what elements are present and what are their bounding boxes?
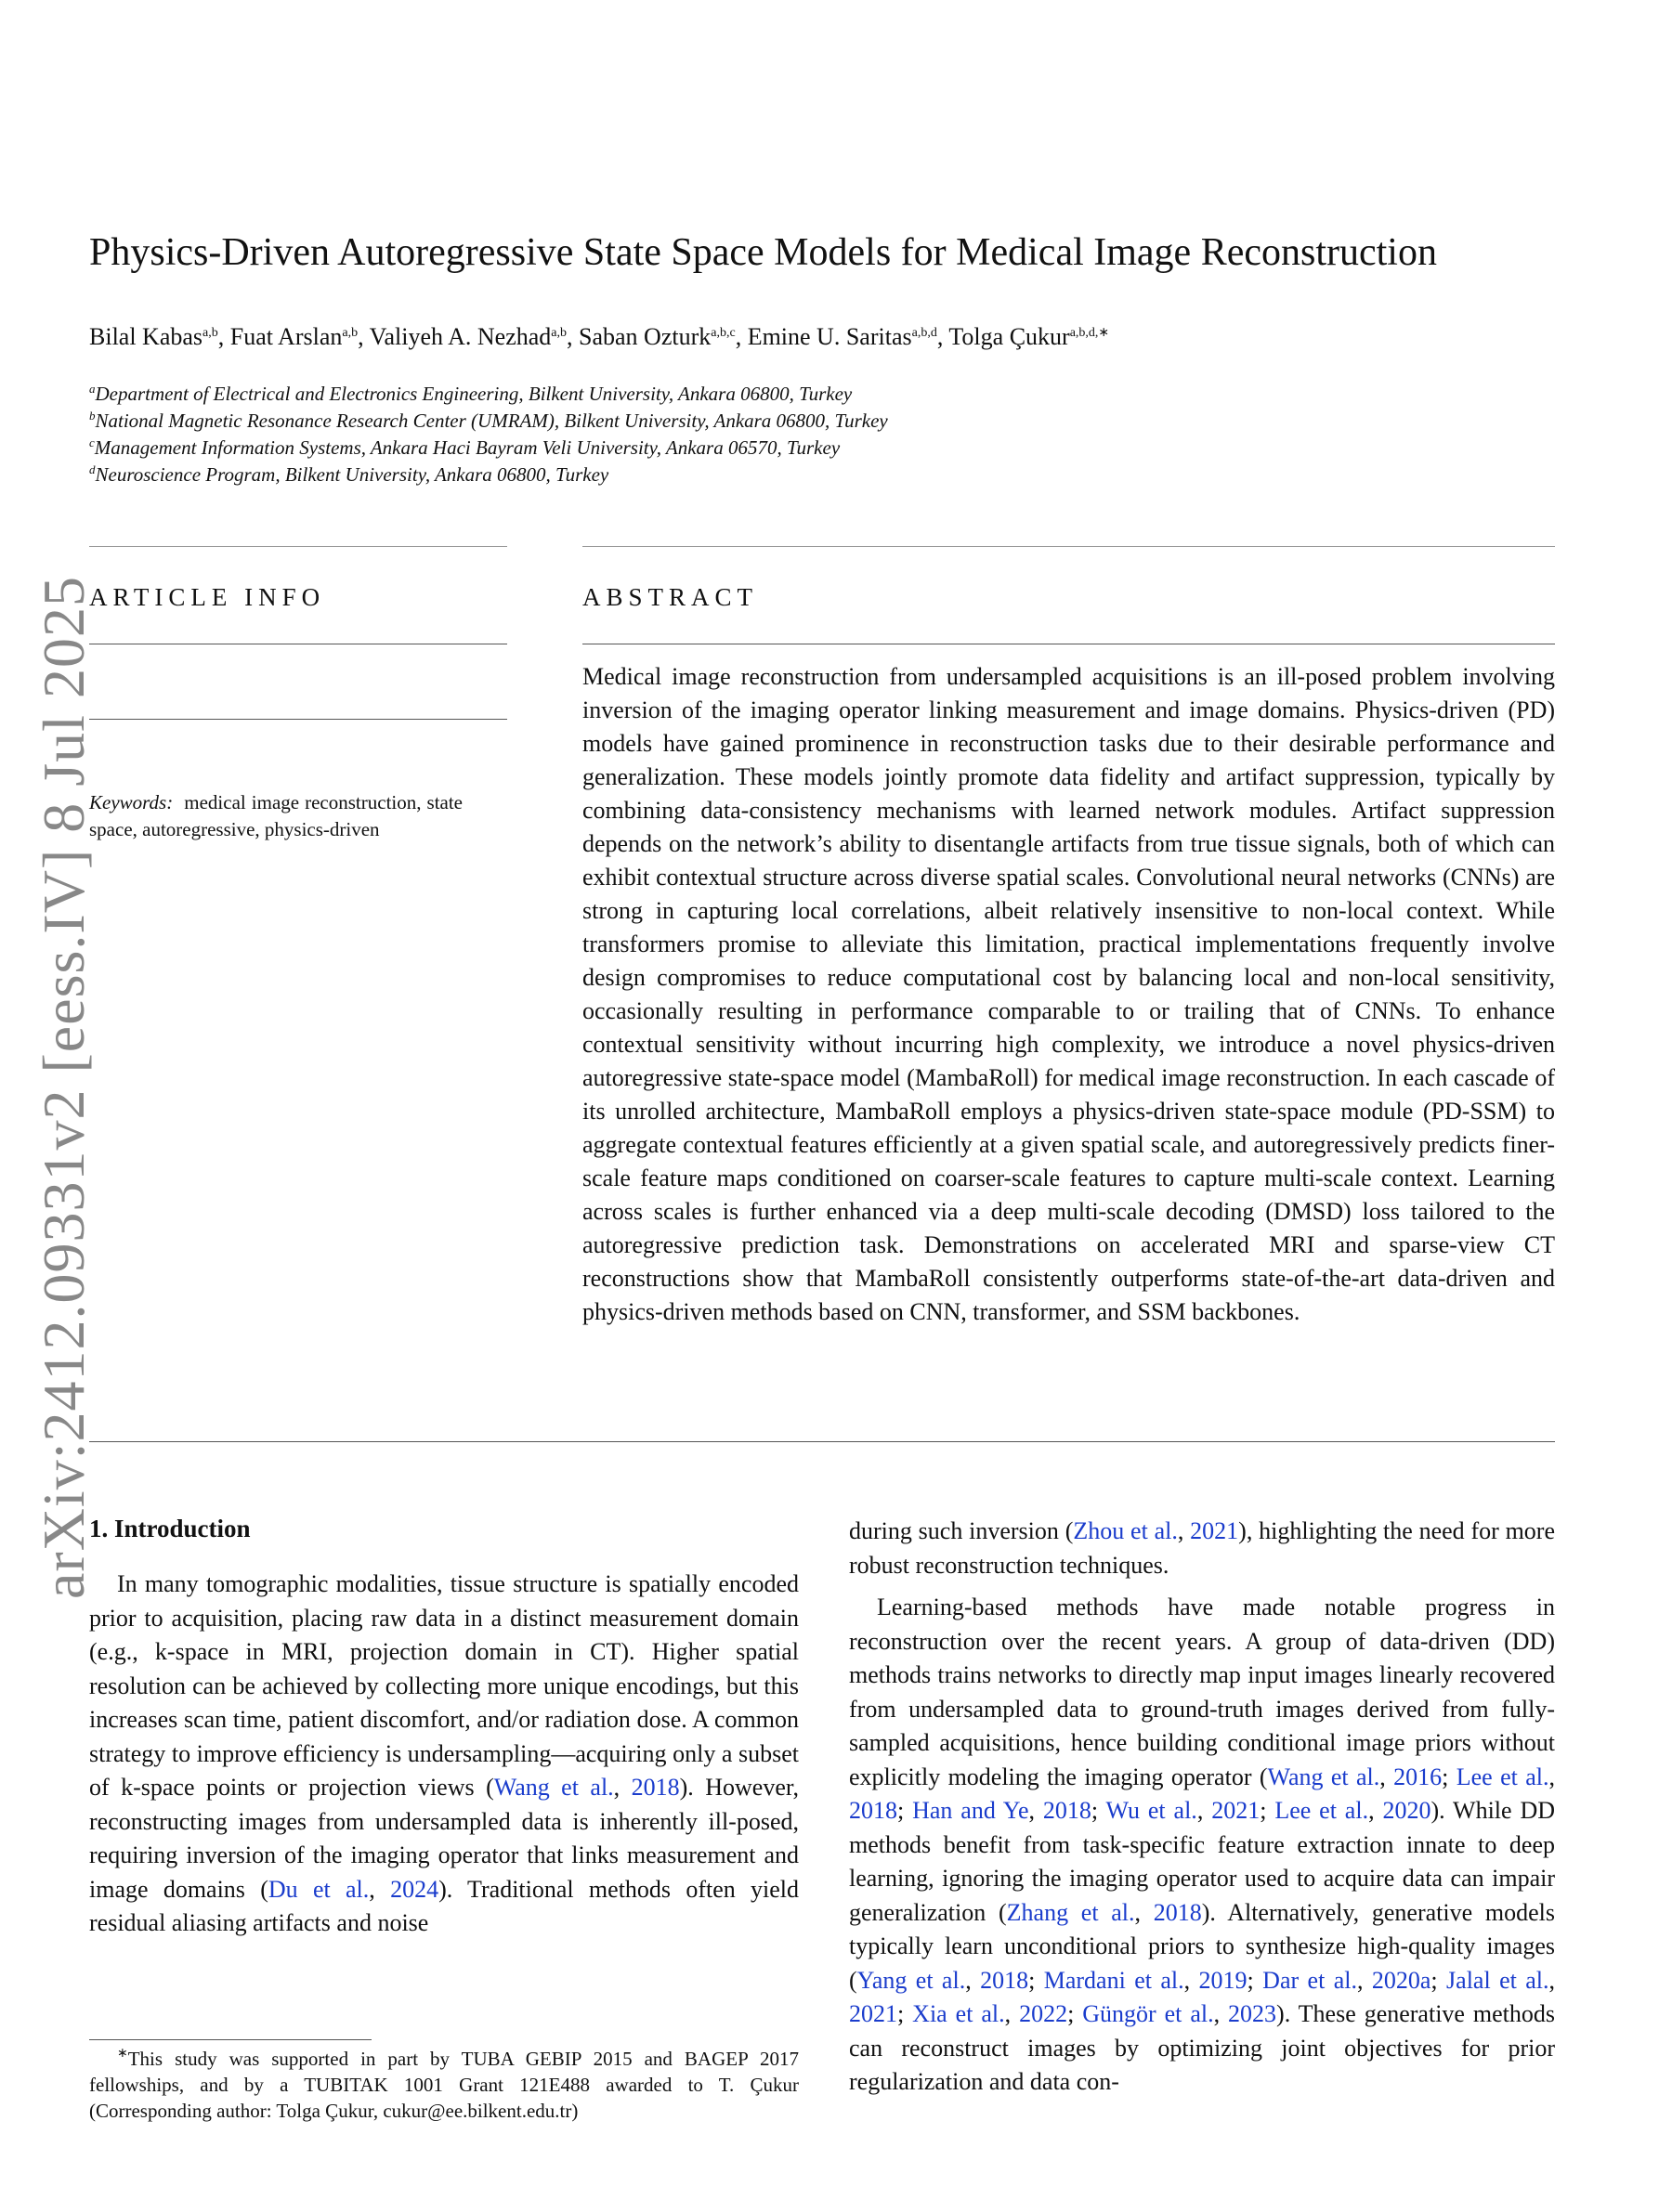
text-run: ). These generative methods can reconstruct images by optimizing joint objectives for prior regularization and data con-	[849, 2000, 1556, 2095]
citation-link[interactable]: Wu et al.	[1105, 1797, 1197, 1824]
affiliation-text: Management Information Systems, Ankara Haci Bayram Veli University, Ankara 06570, Turkey	[94, 436, 841, 459]
text-run: ,	[1134, 1898, 1154, 1926]
text-run: ;	[1430, 1966, 1447, 1994]
text-run: ,	[1183, 1966, 1199, 1994]
citation-link[interactable]: 2021	[1190, 1517, 1239, 1544]
text-run: ,	[1548, 1966, 1556, 1994]
author-name: Emine U. Saritas	[747, 323, 912, 350]
abstract-heading: ABSTRACT	[582, 583, 759, 611]
keywords	[89, 789, 463, 843]
citation-link[interactable]: Wang et al.	[493, 1774, 614, 1801]
citation-link[interactable]: Xia et al.	[912, 2000, 1005, 2027]
affiliation-mark: a	[89, 382, 96, 396]
footnote-text: This study was supported in part by TUBA GEBIP 2015 and BAGEP 2017 fellowships, and by a TUBITAK 1001 Grant 121E488 awarded to T. Çukur (Corresponding author: Tolga Çukur, cukur@ee.bilkent.edu.tr)	[89, 2048, 799, 2122]
text-run: Learning-based methods have made notable progress in reconstruction over the recent years. A group of data-driven (DD) methods trains networks to directly map input images linearly recovered from undersampled data to ground-truth images derived from fully-sampled acquisitions, hence building conditional image priors without explicitly modeling the imaging operator (	[849, 1594, 1555, 1790]
footnote-rule	[89, 2039, 372, 2040]
affiliation	[89, 435, 1390, 462]
author-affiliation-marks: a,b	[202, 326, 218, 340]
citation-link[interactable]: 2018	[1153, 1898, 1202, 1926]
citation-link[interactable]: 2023	[1228, 2000, 1277, 2027]
text-run: ,	[965, 1966, 981, 1994]
affiliation-text: National Magnetic Resonance Research Center (UMRAM), Bilkent University, Ankara 06800, Turkey	[95, 410, 888, 432]
citation-link[interactable]: Lee et al.	[1274, 1797, 1369, 1824]
citation-link[interactable]: 2020a	[1371, 1966, 1431, 1994]
author-name: Valiyeh A. Nezhad	[369, 323, 552, 350]
text-run: ,	[1368, 1797, 1383, 1824]
citation-link[interactable]: 2019	[1198, 1966, 1248, 1994]
abstract-bottom-rule	[89, 1441, 1555, 1442]
right-column	[849, 1515, 1555, 2100]
affiliation-mark: d	[89, 462, 96, 476]
affiliation	[89, 408, 1390, 435]
footnote-mark: ∗	[117, 2047, 128, 2061]
author-affiliation-marks: a,b,d	[911, 326, 937, 340]
citation-link[interactable]: 2018	[849, 1797, 897, 1824]
arxiv-watermark: arXiv:2412.09331v2 [eess.IV] 8 Jul 2025	[31, 576, 97, 1599]
author	[370, 323, 567, 350]
author-affiliation-marks: a,b	[551, 326, 567, 340]
citation-link[interactable]: Zhang et al.	[1006, 1898, 1135, 1926]
citation-link[interactable]: 2021	[1211, 1797, 1261, 1824]
text-run: ;	[1028, 1966, 1044, 1994]
intro-paragraph-2	[849, 1591, 1555, 2100]
affiliation-text: Department of Electrical and Electronics Engineering, Bilkent University, Ankara 06800, Turkey	[95, 383, 853, 405]
text-run: ,	[1213, 2000, 1229, 2027]
citation-link[interactable]: Dar et al.	[1262, 1966, 1357, 1994]
keywords-text: medical image reconstruction, state space, autoregressive, physics-driven	[89, 791, 463, 840]
text-run: ;	[1091, 1797, 1106, 1824]
citation-link[interactable]: Wang et al.	[1267, 1763, 1380, 1790]
affiliation-text: Neuroscience Program, Bilkent University, Ankara 06800, Turkey	[95, 463, 609, 486]
intro-paragraph-1-continued	[849, 1515, 1555, 1582]
citation-link[interactable]: Yang et al.	[856, 1966, 966, 1994]
text-run: ,	[1004, 2000, 1020, 2027]
text-run: ;	[1247, 1966, 1263, 1994]
citation-link[interactable]: Jalal et al.	[1446, 1966, 1549, 1994]
citation-link[interactable]: 2018	[980, 1966, 1029, 1994]
text-run: ), highlighting the need for more robust reconstruction techniques.	[849, 1517, 1556, 1579]
citation-link[interactable]: Güngör et al.	[1082, 2000, 1214, 2027]
citation-link[interactable]: Mardani et al.	[1043, 1966, 1184, 1994]
author	[948, 323, 1109, 350]
citation-link[interactable]: 2022	[1019, 2000, 1068, 2027]
text-run: ;	[1067, 2000, 1083, 2027]
affiliation	[89, 381, 1390, 408]
paper-title: Physics-Driven Autoregressive State Space Models for Medical Image Reconstruction	[89, 231, 1437, 274]
section-heading-introduction: 1. Introduction	[89, 1515, 251, 1542]
author	[230, 323, 358, 350]
abstract-text: Medical image reconstruction from undersampled acquisitions is an ill-posed problem involving inversion of the imaging operator linking measurement and image domains. Physics-driven (PD) models have gained prominence in reconstruction tasks due to their desirable performance and generalization. These models jointly promote data fidelity and artifact suppression, typically by combining data-consistency mechanisms with learned network modules. Artifact suppression depends on the network’s ability to disentangle artifacts from true tissue signals, both of which can exhibit contextual structure across diverse spatial scales. Convolutional neural networks (CNNs) are strong in capturing local correlations, albeit relatively insensitive to non-local context. While transformers promise to alleviate this limitation, practical implementations frequently involve design compromises to reduce computational cost by balancing local and non-local sensitivity, occasionally resulting in performance comparable to or trailing that of CNNs. To enhance contextual sensitivity without incurring high complexity, we introduce a novel physics-driven autoregressive state-space model (MambaRoll) for medical image reconstruction. In each cascade of its unrolled architecture, MambaRoll employs a physics-driven state-space module (PD-SSM) to aggregate contextual features efficiently at a given spatial scale, and autoregressively predicts finer-scale feature maps conditioned on coarser-scale features to capture multi-scale context. Learning across scales is further enhanced via a deep multi-scale decoding (DMSD) loss tailored to the autoregressive prediction task. Demonstrations on accelerated MRI and sparse-view CT reconstructions show that MambaRoll consistently outperforms state-of-the-art data-driven and physics-driven methods based on CNN, transformer, and SSM backbones.	[582, 663, 1555, 1325]
text-run: ,	[1028, 1797, 1043, 1824]
text-run: ). Traditional methods often yield residual aliasing artifacts and noise	[89, 1875, 800, 1936]
citation-link[interactable]: 2018	[1042, 1797, 1091, 1824]
author-affiliation-marks: a,b,c	[711, 326, 736, 340]
affiliation-list	[89, 381, 1390, 488]
text-run: ,	[613, 1774, 632, 1801]
author	[89, 323, 218, 350]
text-run: ,	[1196, 1797, 1212, 1824]
text-run: ,	[1177, 1517, 1191, 1544]
citation-link[interactable]: Han and Ye	[912, 1797, 1029, 1824]
text-run: during such inversion (	[849, 1517, 1074, 1544]
affiliation	[89, 462, 1390, 488]
intro-paragraph-1	[89, 1568, 799, 1941]
article-info-rule-2	[89, 719, 507, 720]
author-name: Tolga Çukur	[948, 323, 1070, 350]
affiliation-mark: c	[89, 436, 95, 449]
text-run: ,	[1379, 1763, 1394, 1790]
abstract-top-rule	[582, 546, 1555, 547]
text-run: ,	[369, 1875, 391, 1903]
text-run: ;	[897, 1797, 913, 1824]
citation-link[interactable]: 2018	[631, 1774, 680, 1801]
author-name: Saban Ozturk	[579, 323, 712, 350]
citation-link[interactable]: Lee et al.	[1456, 1763, 1549, 1790]
text-run: ;	[1442, 1763, 1457, 1790]
author-list: Bilal Kabas$^{a,b}$, Fuat Arslan$^{a,b}$, Valiyeh A. Nezhad$^{a,b}$, Saban Ozturk$^{a,b,c}$, Emine U. Saritas$^{a,b,d}$, Tolga Çukur$^{a,b,d,∗}$	[89, 323, 1110, 350]
keywords-label: Keywords:	[89, 791, 174, 813]
text-run: ;	[897, 2000, 913, 2027]
text-run: ,	[1548, 1763, 1555, 1790]
text-run: ). Alternatively, generative models typically learn unconditional priors to synthesize high-quality images (	[849, 1898, 1555, 1994]
text-run: ). While DD methods benefit from task-specific feature extraction innate to deep learning, ignoring the imaging operator used to acquire data can impair generalization (	[849, 1797, 1556, 1926]
author-name: Fuat Arslan	[229, 323, 343, 350]
footnote	[89, 2046, 799, 2124]
author-affiliation-marks: a,b	[342, 326, 359, 340]
author-affiliation-marks: a,b,d,∗	[1069, 326, 1110, 340]
citation-link[interactable]: 2024	[390, 1875, 439, 1903]
affiliation-mark: b	[89, 409, 96, 423]
text-run: ;	[1260, 1797, 1275, 1824]
author-name: Bilal Kabas	[89, 323, 203, 350]
citation-link[interactable]: Zhou et al.	[1073, 1517, 1178, 1544]
article-info-top-rule	[89, 546, 507, 547]
citation-link[interactable]: 2016	[1393, 1763, 1443, 1790]
text-run: In many tomographic modalities, tissue structure is spatially encoded prior to acquisition, placing raw data in a distinct measurement domain (e.g., k-space in MRI, projection domain in CT). Higher spatial resolution can be achieved by collecting more unique encodings, but this increases scan time, patient discomfort, and/or radiation dose. A common strategy to improve efficiency is undersampling—acquiring only a subset of k-space points or projection views (	[89, 1570, 799, 1801]
text-run: ,	[1356, 1966, 1372, 1994]
author	[579, 323, 736, 350]
citation-link[interactable]: 2021	[849, 2000, 897, 2027]
citation-link[interactable]: 2020	[1382, 1797, 1431, 1824]
citation-link[interactable]: Du et al.	[268, 1875, 370, 1903]
article-info-heading: ARTICLE INFO	[89, 583, 326, 611]
author	[748, 323, 937, 350]
text-run: ). However, reconstructing images from undersampled data is inherently ill-posed, requiring inversion of the imaging operator that links measurement and image domains (	[89, 1774, 799, 1903]
